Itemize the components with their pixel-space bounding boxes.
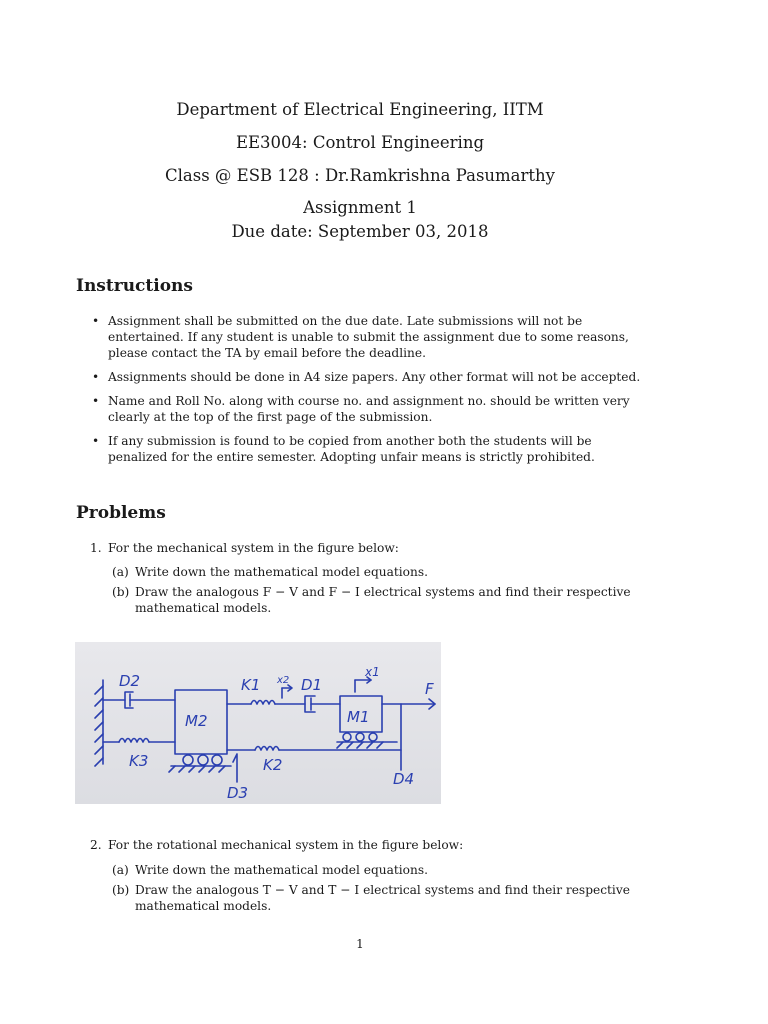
label-m1: M1 — [347, 708, 370, 726]
subpart-text: Draw the analogous T − V and T − I electrical systems and find their respective mathematical models. — [135, 883, 630, 913]
label-f: F — [425, 680, 434, 698]
instruction-item: • Assignment shall be submitted on the due date. Late submissions will not be entertained. If any student is unable to submit the assignment due to some reasons, please contact the TA by email before the deadline. — [92, 313, 647, 361]
subpart-label: (b) — [112, 585, 130, 599]
instruction-item: • If any submission is found to be copied from another both the students will be penalized for the entire semester. Adopting unfair means is strictly prohibited. — [92, 433, 647, 465]
department-title: Department of Electrical Engineering, IITM — [176, 100, 544, 119]
problem-text: For the mechanical system in the figure below: — [108, 541, 399, 555]
label-k3: K3 — [129, 752, 149, 770]
label-d4: D4 — [393, 770, 415, 788]
label-d1: D1 — [301, 676, 323, 694]
instruction-item: • Name and Roll No. along with course no. and assignment no. should be written very clearly at the top of the first page of the submission. — [92, 393, 647, 425]
course-title: EE3004: Control Engineering — [235, 133, 485, 152]
instructions-heading: Instructions — [76, 276, 193, 296]
due-date: Due date: September 03, 2018 — [231, 222, 489, 241]
problem-text: For the rotational mechanical system in the figure below: — [108, 838, 464, 852]
label-d3: D3 — [227, 784, 249, 802]
label-m2: M2 — [185, 712, 208, 730]
label-x2: x2 — [277, 675, 290, 686]
subpart-text: Write down the mathematical model equations. — [135, 565, 428, 579]
label-x1: x1 — [365, 665, 380, 679]
assignment-title: Assignment 1 — [303, 198, 417, 217]
label-d2: D2 — [119, 672, 141, 690]
class-info: Class @ ESB 128 : Dr.Ramkrishna Pasumarthy — [165, 166, 555, 185]
label-k2: K2 — [263, 756, 283, 774]
instruction-item: • Assignments should be done in A4 size papers. Any other format will not be accepted. — [92, 369, 647, 385]
subpart-text: Draw the analogous F − V and F − I electrical systems and find their respective mathematical models. — [135, 585, 631, 615]
label-k1: K1 — [241, 676, 261, 694]
problems-heading: Problems — [76, 503, 166, 523]
mechanical-system-figure — [75, 642, 441, 804]
subpart-label: (b) — [112, 883, 130, 897]
problem-number: 2. — [90, 838, 102, 852]
instructions-list — [92, 313, 647, 473]
page-number: 1 — [356, 937, 364, 951]
subpart-text: Write down the mathematical model equations. — [135, 863, 428, 877]
subpart-label: (a) — [112, 863, 129, 877]
mechanical-system-diagram — [75, 642, 441, 804]
problem-number: 1. — [90, 541, 102, 555]
subpart-label: (a) — [112, 565, 129, 579]
